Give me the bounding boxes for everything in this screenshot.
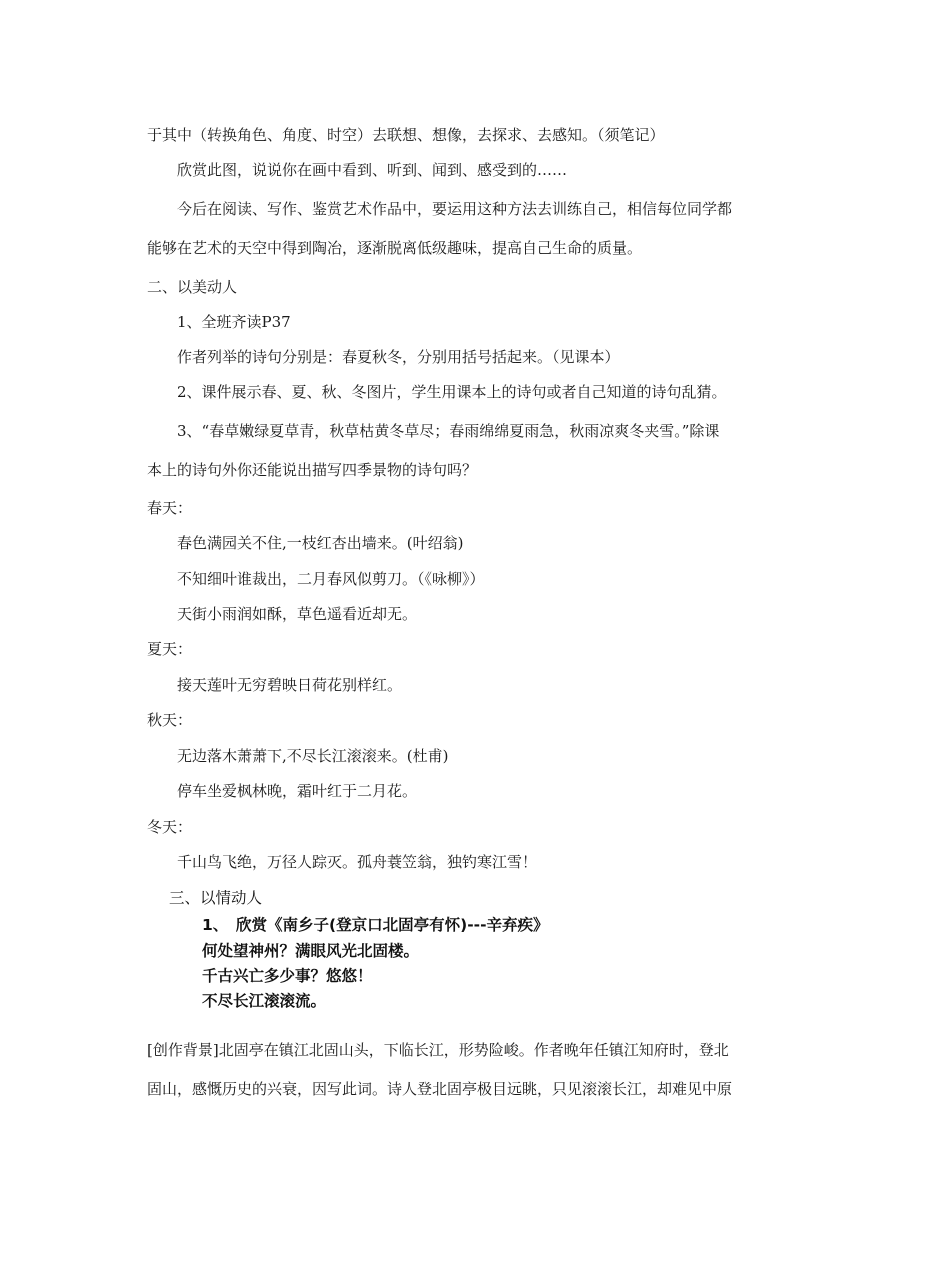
poem-line: 无边落木萧萧下,不尽长江滚滚来。(杜甫) [177,747,449,765]
paragraph-line: 能够在艺术的天空中得到陶冶，逐渐脱离低级趣味，提高自己生命的质量。 [147,239,643,257]
poem-line: 不知细叶谁裁出，二月春风似剪刀。（《咏柳》） [177,570,485,588]
poem-line: 不尽长江滚滚流。 [202,992,327,1010]
paragraph-line: [创作背景]北固亭在镇江北固山头，下临长江，形势险峻。作者晚年任镇江知府时，登北 [147,1041,729,1059]
season-label: 秋天： [147,711,193,729]
section-heading: 三、以情动人 [169,889,263,907]
list-item: 3、“春草嫩绿夏草青，秋草枯黄冬草尽；春雨绵绵夏雨急，秋雨凉爽冬夹雪。”除课 [177,422,720,440]
paragraph-line: 欣赏此图，说说你在画中看到、听到、闻到、感受到的…… [177,161,568,179]
poem-line: 接天莲叶无穷碧映日荷花别样红。 [177,676,403,694]
poem-title: 1、 欣赏《南乡子(登京口北固亭有怀)---辛弃疾》 [202,916,549,934]
paragraph-line: 于其中（转换角色、角度、时空）去联想、想像，去探求、去感知。（须笔记） [147,126,665,144]
poem-line: 停车坐爱枫林晚，霜叶红于二月花。 [177,782,418,800]
paragraph-line: 固山，感慨历史的兴衰，因写此词。诗人登北固亭极目远眺，只见滚滚长江，却难见中原 [147,1080,733,1098]
poem-line: 天街小雨润如酥，草色遥看近却无。 [177,605,418,623]
season-label: 春天： [147,499,193,517]
poem-line: 春色满园关不住,一枝红杏出墙来。(叶绍翁) [177,534,464,552]
list-item: 2、课件展示春、夏、秋、冬图片，学生用课本上的诗句或者自己知道的诗句乱猜。 [177,383,727,401]
section-heading: 二、以美动人 [147,278,238,296]
paragraph-line: 作者列举的诗句分别是：春夏秋冬，分别用括号括起来。（见课本） [177,348,620,366]
list-item: 1、全班齐读P37 [177,313,291,331]
poem-line: 千古兴亡多少事？悠悠！ [202,967,373,985]
paragraph-line: 本上的诗句外你还能说出描写四季景物的诗句吗？ [147,461,478,479]
season-label: 冬天： [147,818,193,836]
season-label: 夏天： [147,640,193,658]
paragraph-line: 今后在阅读、写作、鉴赏艺术作品中，要运用这种方法去训练自己，相信每位同学都 [177,200,733,218]
poem-line: 千山鸟飞绝，万径人踪灭。孤舟蓑笠翁，独钓寒江雪！ [177,853,538,871]
poem-line: 何处望神州？满眼风光北固楼。 [202,942,420,960]
